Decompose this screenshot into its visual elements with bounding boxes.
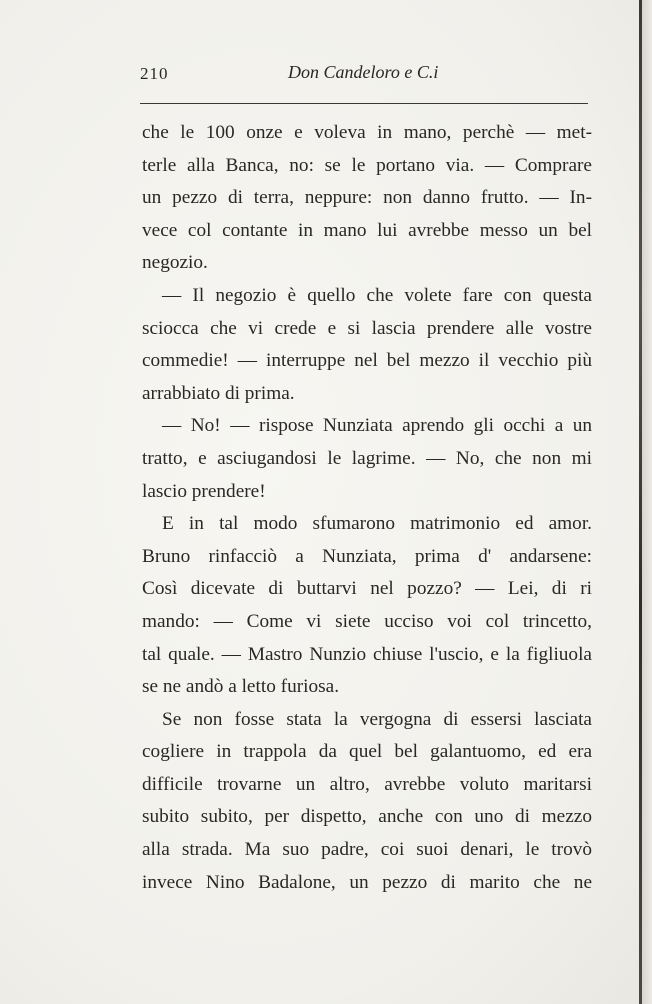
text-line: — Il negozio è quello che volete fare con questa <box>162 284 592 306</box>
text-line: mando: — Come vi siete ucciso voi col trincetto, <box>142 610 592 632</box>
text-line: terle alla Banca, no: se le portano via. — Comprare <box>142 154 592 176</box>
text-line: negozio. <box>142 252 208 274</box>
text-line: lascio prendere! <box>142 480 266 502</box>
text-line: cogliere in trappola da quel bel galantuomo, ed era <box>142 741 592 763</box>
text-line: arrabbiato di prima. <box>142 382 295 404</box>
text-line: difficile trovarne un altro, avrebbe voluto maritarsi <box>142 773 592 795</box>
page-edge-binding <box>639 0 642 1004</box>
text-line: sciocca che vi crede e si lascia prendere alle vostre <box>142 317 592 339</box>
text-line: E in tal modo sfumarono matrimonio ed amor. <box>162 513 592 535</box>
text-line: Così dicevate di buttarvi nel pozzo? — Lei, di ri <box>142 578 592 600</box>
text-line: vece col contante in mano lui avrebbe messo un bel <box>142 219 592 241</box>
body-text <box>142 117 592 899</box>
text-line: — No! — rispose Nunziata aprendo gli occhi a un <box>162 415 592 437</box>
text-line: alla strada. Ma suo padre, coi suoi denari, le trovò <box>142 839 592 861</box>
text-line: Se non fosse stata la vergogna di essersi lasciata <box>162 708 592 730</box>
running-title: Don Candeloro e C.i <box>288 62 439 82</box>
text-line: tal quale. — Mastro Nunzio chiuse l'uscio, e la figliuola <box>142 643 592 665</box>
page-number: 210 <box>140 64 169 83</box>
text-line: un pezzo di terra, neppure: non danno frutto. — In- <box>142 187 592 209</box>
text-line: commedie! — interruppe nel bel mezzo il vecchio più <box>142 350 592 372</box>
text-line: se ne andò a letto furiosa. <box>142 676 340 698</box>
text-line: invece Nino Badalone, un pezzo di marito che ne <box>142 871 592 893</box>
text-line: tratto, e asciugandosi le lagrime. — No, che non mi <box>142 447 592 469</box>
text-line: Bruno rinfacciò a Nunziata, prima d' andarsene: <box>142 545 592 567</box>
header-rule <box>140 103 588 104</box>
text-line: subito subito, per dispetto, anche con uno di mezzo <box>142 806 592 828</box>
text-line: che le 100 onze e voleva in mano, perchè — met- <box>142 122 592 143</box>
page-edge-shadow <box>642 0 652 1004</box>
page-header <box>140 60 590 90</box>
